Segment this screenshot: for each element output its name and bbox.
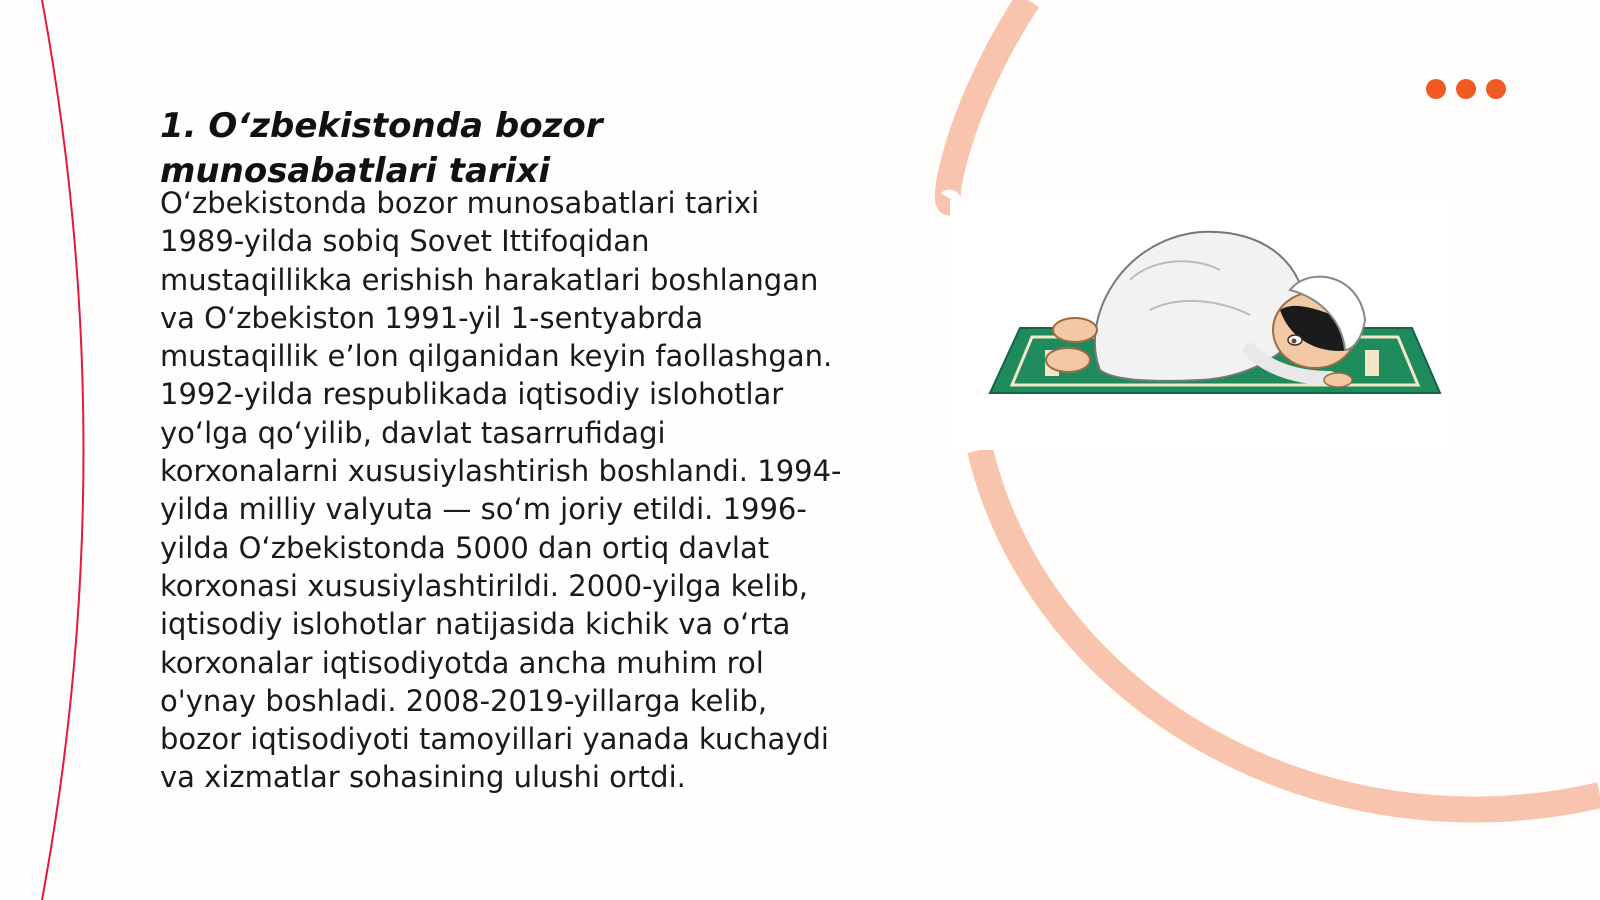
left-curve-decoration xyxy=(0,0,120,900)
dot-icon xyxy=(1486,79,1506,99)
slide-body-text: O‘zbekistonda bozor munosabatlari tarixi 1989-yilda sobiq Sovet Ittifoqidan mustaqillikka erishish harakatlari boshlangan va O‘zbekiston 1991-yil 1-sentyabrda mustaqillik e’lon qilganidan keyin faollashgan. 1992-yilda respublikada iqtisodiy islohotlar yo‘lga qo‘yilib, davlat tasarrufidagi korxonalarni xususiylashtirish boshlandi. 1994-yilda milliy valyuta — so‘m joriy etildi. 1996-yilda O‘zbekistonda 5000 dan ortiq davlat korxonasi xususiylashtirildi. 2000-yilga kelib, iqtisodiy islohotlar natijasida kichik va o‘rta korxonalar iqtisodiyotda ancha muhim rol o'ynay boshladi. 2008-2019-yillarga kelib, bozor iqtisodiyoti tamoyillari yanada kuchaydi va xizmatlar sohasining ulushi ortdi. xyxy=(160,186,842,795)
praying-boy-illustration xyxy=(950,200,1447,450)
prayer-illustration-icon xyxy=(950,200,1447,450)
slide-title: 1. O‘zbekistonda bozor munosabatlari tarixi xyxy=(160,106,603,191)
dot-icon xyxy=(1456,79,1476,99)
three-dots-decoration xyxy=(1426,79,1506,99)
orange-arc-decoration xyxy=(900,0,1600,900)
dot-icon xyxy=(1426,79,1446,99)
